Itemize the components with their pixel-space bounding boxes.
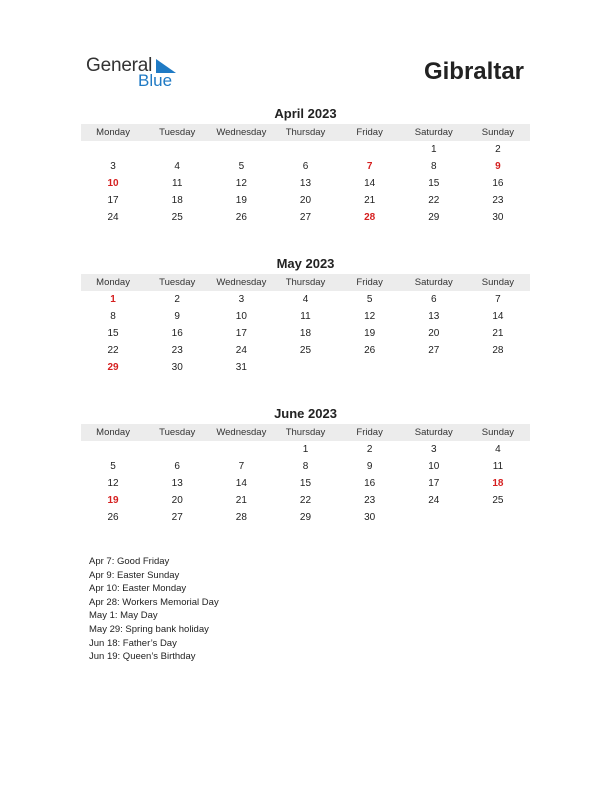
holiday-item: Apr 10: Easter Monday	[89, 583, 187, 595]
week-row	[81, 475, 530, 492]
day-cell: 18	[299, 328, 312, 339]
week-row	[81, 509, 530, 526]
day-cell: 15	[299, 478, 312, 489]
holiday-day-cell: 29	[107, 362, 119, 373]
day-cell: 13	[171, 478, 183, 489]
day-cell: 30	[171, 362, 183, 373]
day-cell: 4	[174, 161, 180, 172]
day-cell: 13	[428, 311, 440, 322]
week-row	[81, 441, 530, 458]
day-cell	[81, 141, 145, 158]
day-cell: 14	[364, 178, 376, 189]
day-cell: 22	[299, 495, 312, 506]
holiday-item: May 29: Spring bank holiday	[89, 623, 209, 635]
day-cell: 3	[238, 294, 245, 305]
holiday-item: Apr 9: Easter Sunday	[89, 569, 180, 581]
day-cell: 16	[171, 328, 183, 339]
holiday-day-cell: 28	[364, 212, 376, 223]
week-row	[81, 458, 530, 475]
weekday-label: Saturday	[414, 427, 453, 438]
day-cell: 5	[110, 461, 116, 472]
day-cell: 24	[107, 212, 119, 223]
weekday-label: Monday	[96, 277, 130, 288]
day-cell: 29	[428, 212, 440, 223]
day-cell: 21	[492, 328, 504, 339]
day-cell: 26	[107, 512, 119, 523]
day-cell	[466, 509, 530, 526]
day-cell: 26	[235, 212, 247, 223]
day-cell	[273, 359, 337, 376]
day-cell: 2	[495, 144, 501, 155]
day-cell: 21	[364, 195, 376, 206]
day-cell	[338, 141, 402, 158]
day-cell: 6	[174, 461, 180, 472]
day-cell	[402, 509, 466, 526]
day-cell: 17	[107, 195, 119, 206]
day-cell: 4	[495, 444, 501, 455]
holiday-item: Apr 28: Workers Memorial Day	[89, 596, 219, 608]
day-cell: 31	[235, 362, 247, 373]
day-cell: 15	[107, 328, 119, 339]
month-april	[81, 106, 530, 226]
holiday-list	[89, 555, 219, 664]
day-cell: 20	[171, 495, 183, 506]
week-row	[81, 325, 530, 342]
day-cell: 22	[428, 195, 440, 206]
day-cell	[273, 141, 337, 158]
weekday-header-row	[81, 274, 530, 291]
day-cell: 24	[428, 495, 440, 506]
holiday-day-cell: 19	[107, 495, 119, 506]
day-cell: 21	[235, 495, 247, 506]
day-cell: 16	[492, 178, 504, 189]
weekday-label: Sunday	[481, 427, 515, 438]
week-row	[81, 291, 530, 308]
holiday-day-cell: 9	[495, 161, 501, 172]
day-cell: 14	[492, 311, 504, 322]
logo-text-general: General	[86, 55, 153, 76]
day-cell: 27	[428, 345, 440, 356]
country-title: Gibraltar	[423, 58, 524, 85]
holiday-day-cell: 7	[366, 161, 373, 172]
day-cell: 12	[364, 311, 376, 322]
day-cell: 12	[107, 478, 119, 489]
weekday-label: Wednesday	[216, 427, 267, 438]
week-row	[81, 342, 530, 359]
day-cell: 8	[302, 461, 309, 472]
day-cell: 5	[366, 294, 373, 305]
day-cell: 30	[364, 512, 376, 523]
day-cell: 8	[430, 161, 437, 172]
day-cell: 1	[430, 144, 437, 155]
logo-text-blue: Blue	[138, 71, 173, 90]
day-cell: 2	[174, 294, 180, 305]
day-cell: 14	[235, 478, 247, 489]
day-cell: 10	[235, 311, 247, 322]
day-cell: 27	[171, 512, 183, 523]
day-cell: 19	[364, 328, 376, 339]
weekday-label: Thursday	[285, 127, 326, 138]
day-cell: 30	[492, 212, 504, 223]
day-cell: 11	[300, 311, 311, 322]
week-row	[81, 308, 530, 325]
holiday-day-cell: 1	[110, 294, 116, 305]
weekday-label: Thursday	[285, 427, 326, 438]
day-cell: 27	[299, 212, 312, 223]
day-cell: 1	[302, 444, 309, 455]
weekday-label: Sunday	[481, 277, 515, 288]
week-row	[81, 192, 530, 209]
day-cell: 25	[492, 495, 504, 506]
day-cell: 15	[428, 178, 440, 189]
week-row	[81, 209, 530, 226]
holiday-item: May 1: May Day	[89, 610, 158, 622]
week-row	[81, 158, 530, 175]
day-cell	[209, 141, 273, 158]
generalblue-logo	[86, 55, 186, 91]
weekday-label: Thursday	[285, 277, 326, 288]
day-cell: 6	[430, 294, 437, 305]
day-cell: 9	[366, 461, 373, 472]
day-cell: 7	[495, 294, 501, 305]
week-row	[81, 141, 530, 158]
week-row	[81, 492, 530, 509]
holiday-item: Apr 7: Good Friday	[89, 556, 170, 567]
weekday-label: Tuesday	[159, 127, 196, 138]
month-june	[81, 406, 530, 526]
month-may	[81, 256, 530, 376]
day-cell: 22	[107, 345, 119, 356]
holiday-item: Jun 18: Father’s Day	[89, 637, 177, 649]
weekday-label: Friday	[356, 127, 383, 138]
weekday-header-row	[81, 124, 530, 141]
day-cell: 12	[235, 178, 247, 189]
day-cell: 26	[364, 345, 376, 356]
weekday-label: Tuesday	[159, 277, 196, 288]
weekday-label: Tuesday	[159, 427, 196, 438]
day-cell: 28	[235, 512, 247, 523]
week-row	[81, 359, 530, 376]
holiday-day-cell: 18	[492, 478, 504, 489]
day-cell: 28	[492, 345, 504, 356]
day-cell: 7	[238, 461, 245, 472]
weekday-label: Sunday	[481, 127, 515, 138]
day-cell: 25	[299, 345, 312, 356]
day-cell: 18	[171, 195, 183, 206]
week-row	[81, 175, 530, 192]
day-cell: 11	[172, 178, 183, 189]
day-cell: 19	[235, 195, 247, 206]
holiday-item: Jun 19: Queen’s Birthday	[89, 651, 196, 663]
day-cell: 25	[171, 212, 183, 223]
day-cell	[145, 441, 209, 458]
day-cell: 4	[302, 294, 309, 305]
weekday-label: Wednesday	[216, 277, 267, 288]
day-cell	[402, 359, 466, 376]
day-cell: 9	[174, 311, 180, 322]
weekday-header-row	[81, 424, 530, 441]
day-cell	[466, 359, 530, 376]
day-cell: 11	[492, 461, 504, 472]
day-cell: 20	[299, 195, 312, 206]
weekday-label: Wednesday	[216, 127, 267, 138]
day-cell: 3	[110, 161, 116, 172]
day-cell: 2	[366, 444, 373, 455]
day-cell: 8	[110, 311, 116, 322]
day-cell: 3	[430, 444, 437, 455]
day-cell: 24	[235, 345, 247, 356]
month-title: May 2023	[276, 256, 335, 271]
weekday-label: Monday	[96, 427, 130, 438]
weekday-label: Saturday	[414, 127, 453, 138]
holiday-day-cell: 10	[107, 178, 119, 189]
weekday-label: Friday	[356, 427, 383, 438]
day-cell: 5	[238, 161, 245, 172]
day-cell: 16	[364, 478, 376, 489]
day-cell: 23	[364, 495, 376, 506]
day-cell: 20	[428, 328, 440, 339]
day-cell: 17	[428, 478, 440, 489]
day-cell: 23	[171, 345, 183, 356]
day-cell: 10	[428, 461, 440, 472]
day-cell: 6	[302, 161, 309, 172]
day-cell: 17	[235, 328, 247, 339]
day-cell	[338, 359, 402, 376]
day-cell: 23	[492, 195, 504, 206]
day-cell	[81, 441, 145, 458]
weekday-label: Monday	[96, 127, 130, 138]
day-cell: 29	[299, 512, 312, 523]
month-title: April 2023	[274, 106, 337, 121]
day-cell	[209, 441, 273, 458]
day-cell	[145, 141, 209, 158]
weekday-label: Friday	[356, 277, 383, 288]
month-title: June 2023	[274, 406, 337, 421]
weekday-label: Saturday	[414, 277, 453, 288]
day-cell: 13	[299, 178, 312, 189]
